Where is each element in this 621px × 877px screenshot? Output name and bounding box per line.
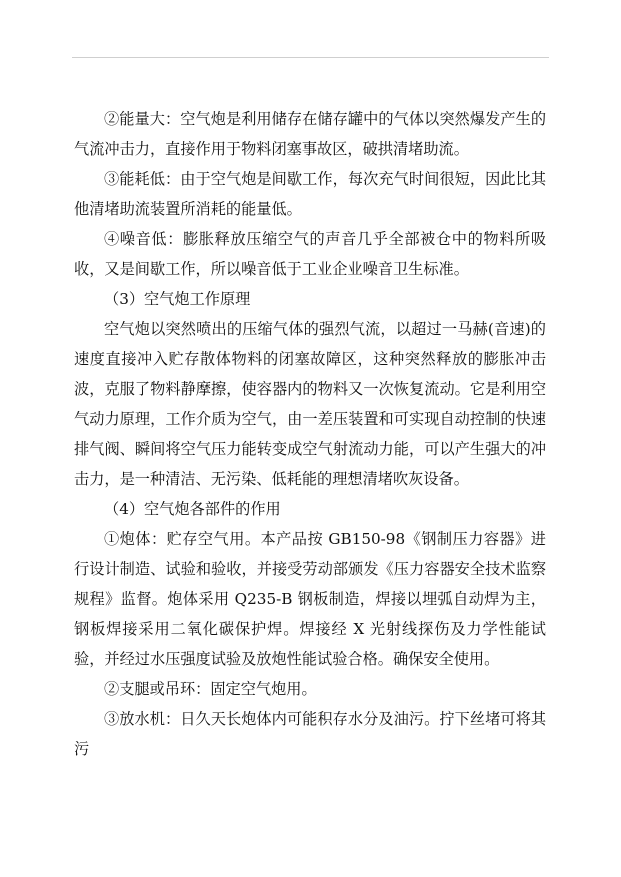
paragraph-support-legs: ②支腿或吊环：固定空气炮用。 — [104, 680, 317, 698]
section-heading-working-principle: （3）空气炮工作原理 — [104, 290, 251, 308]
paragraph-working-principle: 空气炮以突然喷出的压缩气体的强烈气流，以超过一马赫(音速)的速度直接冲入贮存散体物料的闭塞故障区，这种突然释放的膨胀冲击波，克服了物料静摩擦，使容器内的物料又一次恢复流动。它是利用空气动力原理，工作介质为空气，由一差压装置和可实现自动控制的快速排气阀、瞬间将空气压力能转变成空气射流动力能，可以产生强大的冲击力，是一种清洁、无污染、低耗能的理想清堵吹灰设备。 — [74, 320, 546, 488]
document-body — [74, 104, 546, 764]
paragraph-cannon-body: ①炮体：贮存空气用。本产品按 GB150-98《钢制压力容器》进行设计制造、试验和验收，并接受劳动部颁发《压力容器安全技术监察规程》监督。炮体采用 Q235-B 钢板制造，焊接以埋弧自动焊为主，钢板焊接采用二氧化碳保护焊。焊接经 X 光射线探伤及力学性能试验，并经过水压强度试验及放炮性能试验合格。确保安全使用。 — [74, 530, 546, 668]
paragraph-low-noise: ④噪音低：膨胀释放压缩空气的声音几乎全部被仓中的物料所吸收，又是间歇工作，所以噪音低于工业企业噪音卫生标准。 — [74, 230, 546, 278]
paragraph-low-consumption: ③能耗低：由于空气炮是间歇工作，每次充气时间很短，因此比其他清堵助流装置所消耗的能量低。 — [74, 170, 546, 218]
header-rule — [72, 57, 549, 58]
paragraph-drain-device: ③放水机：日久天长炮体内可能积存水分及油污。拧下丝堵可将其污 — [74, 710, 546, 758]
section-heading-component-functions: （4）空气炮各部件的作用 — [104, 500, 281, 518]
paragraph-high-energy: ②能量大：空气炮是利用储存在储存罐中的气体以突然爆发产生的气流冲击力，直接作用于物料闭塞事故区，破拱清堵助流。 — [74, 110, 546, 158]
